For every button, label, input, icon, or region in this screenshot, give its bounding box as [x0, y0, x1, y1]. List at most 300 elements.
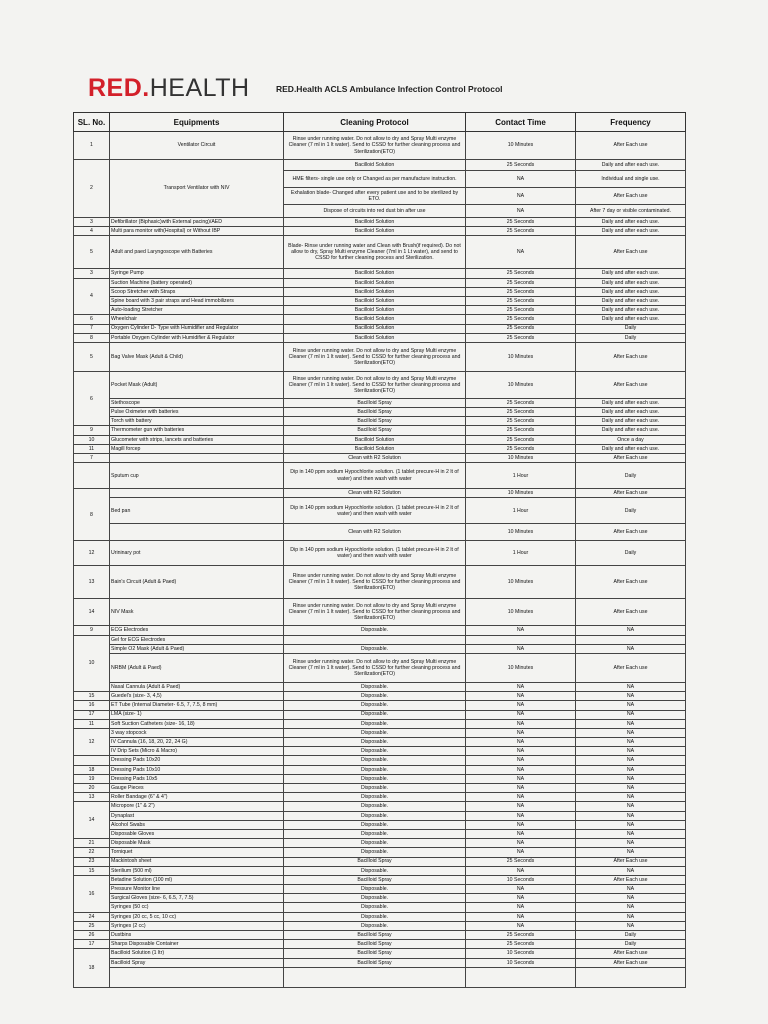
table-row [74, 701, 686, 710]
cell-cleaning-protocol: Dispose of circuits into red dust bin after use [284, 205, 466, 218]
table-row [74, 811, 686, 820]
cell-frequency: After Each use [576, 653, 686, 682]
cell-contact-time: NA [466, 811, 576, 820]
cell-cleaning-protocol: Rinse under running water. Do not allow to dry and Spray Multi enzyme Cleaner (7 ml in 1 lt water). Send to CSSD for further cleaning process and Sterilization(ETO) [284, 132, 466, 160]
table-row [74, 498, 686, 524]
cell-contact-time: 25 Seconds [466, 408, 576, 417]
cell-contact-time: NA [466, 692, 576, 701]
cell-frequency: NA [576, 866, 686, 875]
cell-contact-time: 25 Seconds [466, 426, 576, 435]
cell-frequency: After Each use [576, 958, 686, 967]
table-row [74, 333, 686, 342]
cell-frequency: Daily [576, 333, 686, 342]
cell-contact-time: 10 Seconds [466, 875, 576, 884]
cell-contact-time: 25 Seconds [466, 296, 576, 305]
cell-contact-time: 25 Seconds [466, 160, 576, 171]
cell-contact-time: NA [466, 820, 576, 829]
cell-contact-time [466, 967, 576, 987]
cell-cleaning-protocol: Bacilloid Solution [284, 444, 466, 453]
protocol-table [73, 112, 686, 988]
table-row [74, 463, 686, 489]
cell-sl-no: 18 [74, 765, 110, 774]
table-row [74, 931, 686, 940]
cell-equipment: Multi para monitor with(Hospital) or Without IBP [110, 227, 284, 236]
cell-contact-time: 1 Hour [466, 541, 576, 566]
cell-frequency: NA [576, 839, 686, 848]
cell-cleaning-protocol: Rinse under running water. Do not allow to dry and Spray Multi enzyme Cleaner (7 ml in 1 lt water). Send to CSSD for further cleaning process and Sterilization(ETO) [284, 599, 466, 626]
table-row [74, 894, 686, 903]
cell-cleaning-protocol: Disposable. [284, 644, 466, 653]
header-equipments: Equipments [110, 113, 284, 132]
red-health-logo [88, 74, 250, 102]
cell-frequency: NA [576, 756, 686, 765]
cell-cleaning-protocol: Disposable. [284, 765, 466, 774]
header-contact-time: Contact Time [466, 113, 576, 132]
table-row [74, 324, 686, 333]
cell-cleaning-protocol: Bacilloid Solution [284, 315, 466, 324]
cell-contact-time: 25 Seconds [466, 315, 576, 324]
cell-frequency: Daily and after each use. [576, 278, 686, 287]
table-row [74, 454, 686, 463]
cell-contact-time: NA [466, 829, 576, 838]
cell-equipment: LMA (size- 1) [110, 710, 284, 719]
cell-contact-time: NA [466, 802, 576, 811]
cell-contact-time: 1 Hour [466, 498, 576, 524]
cell-frequency: NA [576, 644, 686, 653]
cell-equipment: ET Tube (Internal Diameter- 6.5, 7, 7.5, 8 mm) [110, 701, 284, 710]
cell-frequency: NA [576, 626, 686, 635]
cell-cleaning-protocol: Disposable. [284, 802, 466, 811]
cell-contact-time: NA [466, 848, 576, 857]
cell-frequency: After Each use [576, 371, 686, 398]
cell-sl-no: 9 [74, 626, 110, 635]
cell-cleaning-protocol: Disposable. [284, 839, 466, 848]
cell-frequency: NA [576, 682, 686, 691]
cell-sl-no: 18 [74, 949, 110, 987]
cell-contact-time: 25 Seconds [466, 417, 576, 426]
cell-equipment: Glucometer with strips, lancets and batteries [110, 435, 284, 444]
table-row [74, 829, 686, 838]
cell-equipment: Dynaplast [110, 811, 284, 820]
table-row [74, 839, 686, 848]
cell-equipment: Sharps Disposable Container [110, 940, 284, 949]
cell-cleaning-protocol: Clean with R2 Solution [284, 454, 466, 463]
cell-contact-time: NA [466, 719, 576, 728]
cell-cleaning-protocol: Rinse under running water. Do not allow to dry and Spray Multi enzyme Cleaner (7 ml in 1 lt water). Send to CSSD for further cleaning process and Sterilization(ETO) [284, 653, 466, 682]
cell-frequency: NA [576, 885, 686, 894]
cell-sl-no: 14 [74, 802, 110, 839]
table-row [74, 227, 686, 236]
cell-contact-time: 10 Seconds [466, 949, 576, 958]
cell-sl-no: 22 [74, 848, 110, 857]
cell-equipment: Syringe Pump [110, 269, 284, 278]
table-row [74, 903, 686, 912]
table-row [74, 802, 686, 811]
cell-sl-no: 23 [74, 857, 110, 866]
cell-equipment: Pocket Mask (Adult) [110, 371, 284, 398]
cell-contact-time: NA [466, 205, 576, 218]
cell-contact-time: NA [466, 912, 576, 921]
cell-frequency: Daily [576, 324, 686, 333]
cell-frequency: NA [576, 719, 686, 728]
cell-sl-no: 2 [74, 160, 110, 218]
cell-frequency: NA [576, 747, 686, 756]
cell-contact-time: NA [466, 866, 576, 875]
cell-cleaning-protocol: Disposable. [284, 719, 466, 728]
cell-frequency: After Each use [576, 454, 686, 463]
cell-frequency: NA [576, 728, 686, 737]
table-row [74, 921, 686, 930]
table-row [74, 912, 686, 921]
cell-cleaning-protocol: Disposable. [284, 894, 466, 903]
cell-equipment: Bag Valve Mask (Adult & Child) [110, 342, 284, 371]
cell-equipment: Syringes (20 cc, 5 cc, 10 cc) [110, 912, 284, 921]
cell-equipment: Mackintosh sheet [110, 857, 284, 866]
cell-frequency: NA [576, 811, 686, 820]
cell-frequency: NA [576, 784, 686, 793]
cell-frequency: NA [576, 820, 686, 829]
cell-cleaning-protocol: Bacilloid Spray [284, 408, 466, 417]
cell-sl-no: 5 [74, 342, 110, 371]
cell-sl-no: 10 [74, 635, 110, 692]
table-row [74, 315, 686, 324]
cell-contact-time: 25 Seconds [466, 269, 576, 278]
cell-contact-time: NA [466, 765, 576, 774]
cell-contact-time: 10 Minutes [466, 371, 576, 398]
cell-cleaning-protocol: Bacilloid Spray [284, 417, 466, 426]
table-row [74, 756, 686, 765]
cell-contact-time: NA [466, 921, 576, 930]
table-header-row [74, 113, 686, 132]
cell-frequency: Daily and after each use. [576, 408, 686, 417]
cell-frequency: NA [576, 829, 686, 838]
cell-contact-time: NA [466, 710, 576, 719]
cell-frequency: Daily and after each use. [576, 444, 686, 453]
table-row [74, 866, 686, 875]
cell-contact-time: 10 Minutes [466, 342, 576, 371]
cell-cleaning-protocol: Disposable. [284, 921, 466, 930]
cell-sl-no: 19 [74, 774, 110, 783]
cell-contact-time: 25 Seconds [466, 227, 576, 236]
cell-sl-no: 11 [74, 444, 110, 453]
cell-equipment: Simple O2 Mask (Adult & Paed) [110, 644, 284, 653]
table-row [74, 489, 686, 498]
cell-cleaning-protocol: Dip in 140 ppm sodium Hypochlorite solution. (1 tablet precure-H in 2 lt of water) and then wash with water [284, 463, 466, 489]
cell-contact-time: NA [466, 644, 576, 653]
cell-contact-time: 10 Minutes [466, 566, 576, 599]
cell-contact-time: NA [466, 839, 576, 848]
cell-equipment [110, 524, 284, 541]
cell-sl-no: 4 [74, 227, 110, 236]
cell-sl-no: 16 [74, 875, 110, 912]
table-row [74, 857, 686, 866]
cell-cleaning-protocol: Bacilloid Spray [284, 426, 466, 435]
cell-cleaning-protocol: Disposable. [284, 784, 466, 793]
cell-sl-no: 3 [74, 269, 110, 278]
cell-equipment: Disposable Gloves [110, 829, 284, 838]
cell-equipment: Bacilloid Solution (1 ltr) [110, 949, 284, 958]
cell-equipment: Thermometer gun with batteries [110, 426, 284, 435]
cell-frequency: NA [576, 903, 686, 912]
table-row [74, 885, 686, 894]
table-row [74, 784, 686, 793]
cell-equipment: Torniquet [110, 848, 284, 857]
table-row [74, 728, 686, 737]
table-row [74, 710, 686, 719]
cell-frequency: NA [576, 738, 686, 747]
cell-frequency: After Each use [576, 524, 686, 541]
cell-equipment: Sputum cup [110, 463, 284, 489]
cell-sl-no: 15 [74, 692, 110, 701]
cell-sl-no [74, 756, 110, 765]
cell-frequency: NA [576, 921, 686, 930]
table-row [74, 820, 686, 829]
cell-cleaning-protocol: Dip in 140 ppm sodium Hypochlorite solution. (1 tablet precure-H in 2 lt of water) and then wash with water [284, 498, 466, 524]
cell-cleaning-protocol [284, 967, 466, 987]
cell-cleaning-protocol: Bacilloid Spray [284, 398, 466, 407]
cell-contact-time: 25 Seconds [466, 435, 576, 444]
cell-contact-time: 25 Seconds [466, 306, 576, 315]
table-row [74, 236, 686, 269]
cell-cleaning-protocol: Bacilloid Spray [284, 958, 466, 967]
cell-equipment: Gel for ECG Electrodes [110, 635, 284, 644]
cell-cleaning-protocol: Disposable. [284, 747, 466, 756]
cell-sl-no: 11 [74, 719, 110, 728]
table-row [74, 408, 686, 417]
cell-contact-time: 10 Minutes [466, 489, 576, 498]
cell-sl-no: 8 [74, 333, 110, 342]
cell-frequency: NA [576, 765, 686, 774]
table-row [74, 342, 686, 371]
cell-equipment: Spine board with 3 pair straps and Head immobilizers [110, 296, 284, 305]
header-frequency: Frequency [576, 113, 686, 132]
cell-equipment: Gauge Pieces [110, 784, 284, 793]
cell-equipment: Magill forcep [110, 444, 284, 453]
table-row [74, 417, 686, 426]
cell-sl-no: 5 [74, 236, 110, 269]
cell-equipment: Transport Ventilator with NIV [110, 160, 284, 218]
cell-frequency: After Each use [576, 857, 686, 866]
cell-frequency: After Each use [576, 188, 686, 205]
cell-equipment: Syringes (2 cc) [110, 921, 284, 930]
cell-contact-time: 10 Seconds [466, 958, 576, 967]
cell-frequency: Daily and after each use. [576, 315, 686, 324]
cell-cleaning-protocol: Bacilloid Solution [284, 435, 466, 444]
cell-contact-time: NA [466, 728, 576, 737]
cell-frequency: NA [576, 848, 686, 857]
cell-cleaning-protocol: Bacilloid Spray [284, 931, 466, 940]
cell-equipment: Bed pan [110, 498, 284, 524]
cell-frequency: NA [576, 912, 686, 921]
cell-contact-time: 10 Minutes [466, 454, 576, 463]
cell-sl-no: 26 [74, 931, 110, 940]
cell-contact-time: 25 Seconds [466, 218, 576, 227]
cell-equipment: Torch with battery [110, 417, 284, 426]
cell-sl-no: 7 [74, 454, 110, 463]
cell-equipment: Surgical Gloves (size- 6, 6.5, 7, 7.5) [110, 894, 284, 903]
cell-frequency: Once a day [576, 435, 686, 444]
header-cleaning-protocol: Cleaning Protocol [284, 113, 466, 132]
cell-contact-time: 10 Minutes [466, 599, 576, 626]
cell-cleaning-protocol: Bacilloid Solution [284, 278, 466, 287]
table-row [74, 774, 686, 783]
cell-sl-no: 9 [74, 426, 110, 435]
cell-sl-no: 6 [74, 371, 110, 426]
cell-sl-no: 8 [74, 489, 110, 541]
cell-frequency: After Each use [576, 132, 686, 160]
cell-frequency: NA [576, 802, 686, 811]
cell-cleaning-protocol: Bacilloid Solution [284, 269, 466, 278]
cell-contact-time: 25 Seconds [466, 287, 576, 296]
cell-cleaning-protocol: Disposable. [284, 829, 466, 838]
cell-cleaning-protocol: Disposable. [284, 820, 466, 829]
cell-contact-time: NA [466, 774, 576, 783]
cell-frequency: Daily and after each use. [576, 227, 686, 236]
cell-sl-no: 4 [74, 278, 110, 315]
cell-equipment: Nasal Cannula (Adult & Paed) [110, 682, 284, 691]
table-row [74, 958, 686, 967]
table-row [74, 765, 686, 774]
cell-equipment: Scoop Stretcher with Straps [110, 287, 284, 296]
cell-equipment [110, 454, 284, 463]
cell-sl-no: 13 [74, 566, 110, 599]
cell-equipment: Auto-loading Stretcher [110, 306, 284, 315]
cell-cleaning-protocol [284, 635, 466, 644]
table-body [74, 132, 686, 988]
cell-equipment: Dressing Pads 10x10 [110, 765, 284, 774]
cell-cleaning-protocol: Bacilloid Solution [284, 227, 466, 236]
cell-contact-time: 1 Hour [466, 463, 576, 489]
cell-equipment: Disposable Mask [110, 839, 284, 848]
cell-cleaning-protocol: HME filters- single use only or Changed as per manufacture instruction. [284, 171, 466, 188]
cell-cleaning-protocol: Bacilloid Solution [284, 287, 466, 296]
cell-contact-time: NA [466, 903, 576, 912]
cell-contact-time: 10 Minutes [466, 524, 576, 541]
cell-equipment: Defibrillator (Biphasic)with External pacing)/AED [110, 218, 284, 227]
cell-sl-no: 13 [74, 793, 110, 802]
cell-sl-no: 6 [74, 315, 110, 324]
cell-cleaning-protocol: Bacilloid Solution [284, 333, 466, 342]
logo-health: HEALTH [149, 74, 250, 102]
table-row [74, 719, 686, 728]
cell-contact-time: 25 Seconds [466, 324, 576, 333]
cell-equipment: Urininary pot [110, 541, 284, 566]
cell-cleaning-protocol: Clean with R2 Solution [284, 489, 466, 498]
cell-equipment: Oxygen Cylinder D- Type with Humidifier and Regulator [110, 324, 284, 333]
cell-sl-no: 21 [74, 839, 110, 848]
cell-contact-time: NA [466, 747, 576, 756]
cell-frequency: After Each use [576, 599, 686, 626]
cell-frequency: Daily [576, 498, 686, 524]
cell-cleaning-protocol: Disposable. [284, 811, 466, 820]
cell-contact-time: 25 Seconds [466, 444, 576, 453]
cell-contact-time: NA [466, 701, 576, 710]
cell-cleaning-protocol: Disposable. [284, 682, 466, 691]
table-row [74, 566, 686, 599]
cell-cleaning-protocol: Disposable. [284, 848, 466, 857]
cell-cleaning-protocol: Rinse under running water. Do not allow to dry and Spray Multi enzyme Cleaner (7 ml in 1 lt water). Send to CSSD for further cleaning process and Sterilization(ETO) [284, 342, 466, 371]
cell-sl-no: 1 [74, 132, 110, 160]
cell-frequency: NA [576, 692, 686, 701]
cell-contact-time: NA [466, 171, 576, 188]
cell-equipment: IV Drip Sets (Micro & Macro) [110, 747, 284, 756]
cell-sl-no: 17 [74, 940, 110, 949]
cell-cleaning-protocol: Disposable. [284, 903, 466, 912]
cell-cleaning-protocol: Bacilloid Solution [284, 306, 466, 315]
table-row [74, 738, 686, 747]
cell-contact-time: NA [466, 756, 576, 765]
cell-equipment: Sterilium (500 ml) [110, 866, 284, 875]
cell-equipment: Ventilator Circuit [110, 132, 284, 160]
cell-cleaning-protocol: Bacilloid Spray [284, 940, 466, 949]
cell-contact-time: NA [466, 885, 576, 894]
cell-sl-no [74, 463, 110, 489]
cell-frequency: NA [576, 710, 686, 719]
cell-frequency: NA [576, 701, 686, 710]
table-row [74, 875, 686, 884]
cell-equipment: NRBM (Adult & Paed) [110, 653, 284, 682]
cell-sl-no: 24 [74, 912, 110, 921]
cell-cleaning-protocol: Disposable. [284, 738, 466, 747]
cell-sl-no: 17 [74, 710, 110, 719]
cell-contact-time: NA [466, 236, 576, 269]
table-row [74, 218, 686, 227]
cell-sl-no: 20 [74, 784, 110, 793]
cell-cleaning-protocol: Disposable. [284, 866, 466, 875]
document-title: RED.Health ACLS Ambulance Infection Control Protocol [276, 84, 503, 94]
cell-contact-time: NA [466, 738, 576, 747]
cell-equipment: Wheelchair [110, 315, 284, 324]
cell-contact-time: 25 Seconds [466, 931, 576, 940]
table-row [74, 644, 686, 653]
cell-contact-time: 10 Minutes [466, 132, 576, 160]
cell-cleaning-protocol: Bacilloid Spray [284, 857, 466, 866]
table-row [74, 949, 686, 958]
cell-equipment: Betadine Solution (100 ml) [110, 875, 284, 884]
cell-cleaning-protocol: Blade- Rinse under running water and Clean with Brush(if required). Do not allow to dry, Spray Multi enzyme Cleaner (7ml in 1 Lt water), and send to CSSD for further cleaning process and Sterilization. [284, 236, 466, 269]
cell-equipment: Syringes (50 cc) [110, 903, 284, 912]
cell-equipment: Stethoscope [110, 398, 284, 407]
table-row [74, 541, 686, 566]
cell-equipment [110, 967, 284, 987]
table-row [74, 626, 686, 635]
cell-cleaning-protocol: Disposable. [284, 885, 466, 894]
cell-frequency: After Each use [576, 566, 686, 599]
cell-sl-no: 10 [74, 435, 110, 444]
cell-equipment: Dressing Pads 10x20 [110, 756, 284, 765]
cell-frequency: Daily and after each use. [576, 287, 686, 296]
table-row [74, 848, 686, 857]
cell-frequency [576, 635, 686, 644]
table-row [74, 747, 686, 756]
cell-equipment: 3 way stopcock [110, 728, 284, 737]
cell-cleaning-protocol: Bacilloid Spray [284, 875, 466, 884]
table-row [74, 692, 686, 701]
cell-equipment: NIV Mask [110, 599, 284, 626]
cell-equipment: Pulse Oximeter with batteries [110, 408, 284, 417]
cell-equipment: Bacilloid Spray [110, 958, 284, 967]
cell-equipment: Pressure Monitor line [110, 885, 284, 894]
cell-equipment: Dressing Pads 10x5 [110, 774, 284, 783]
cell-cleaning-protocol: Disposable. [284, 692, 466, 701]
cell-sl-no: 12 [74, 541, 110, 566]
cell-cleaning-protocol: Disposable. [284, 912, 466, 921]
cell-frequency: Daily and after each use. [576, 269, 686, 278]
cell-frequency [576, 967, 686, 987]
cell-contact-time: 25 Seconds [466, 940, 576, 949]
table-row [74, 287, 686, 296]
cell-equipment: Adult and paed Laryngoscope with Batteries [110, 236, 284, 269]
